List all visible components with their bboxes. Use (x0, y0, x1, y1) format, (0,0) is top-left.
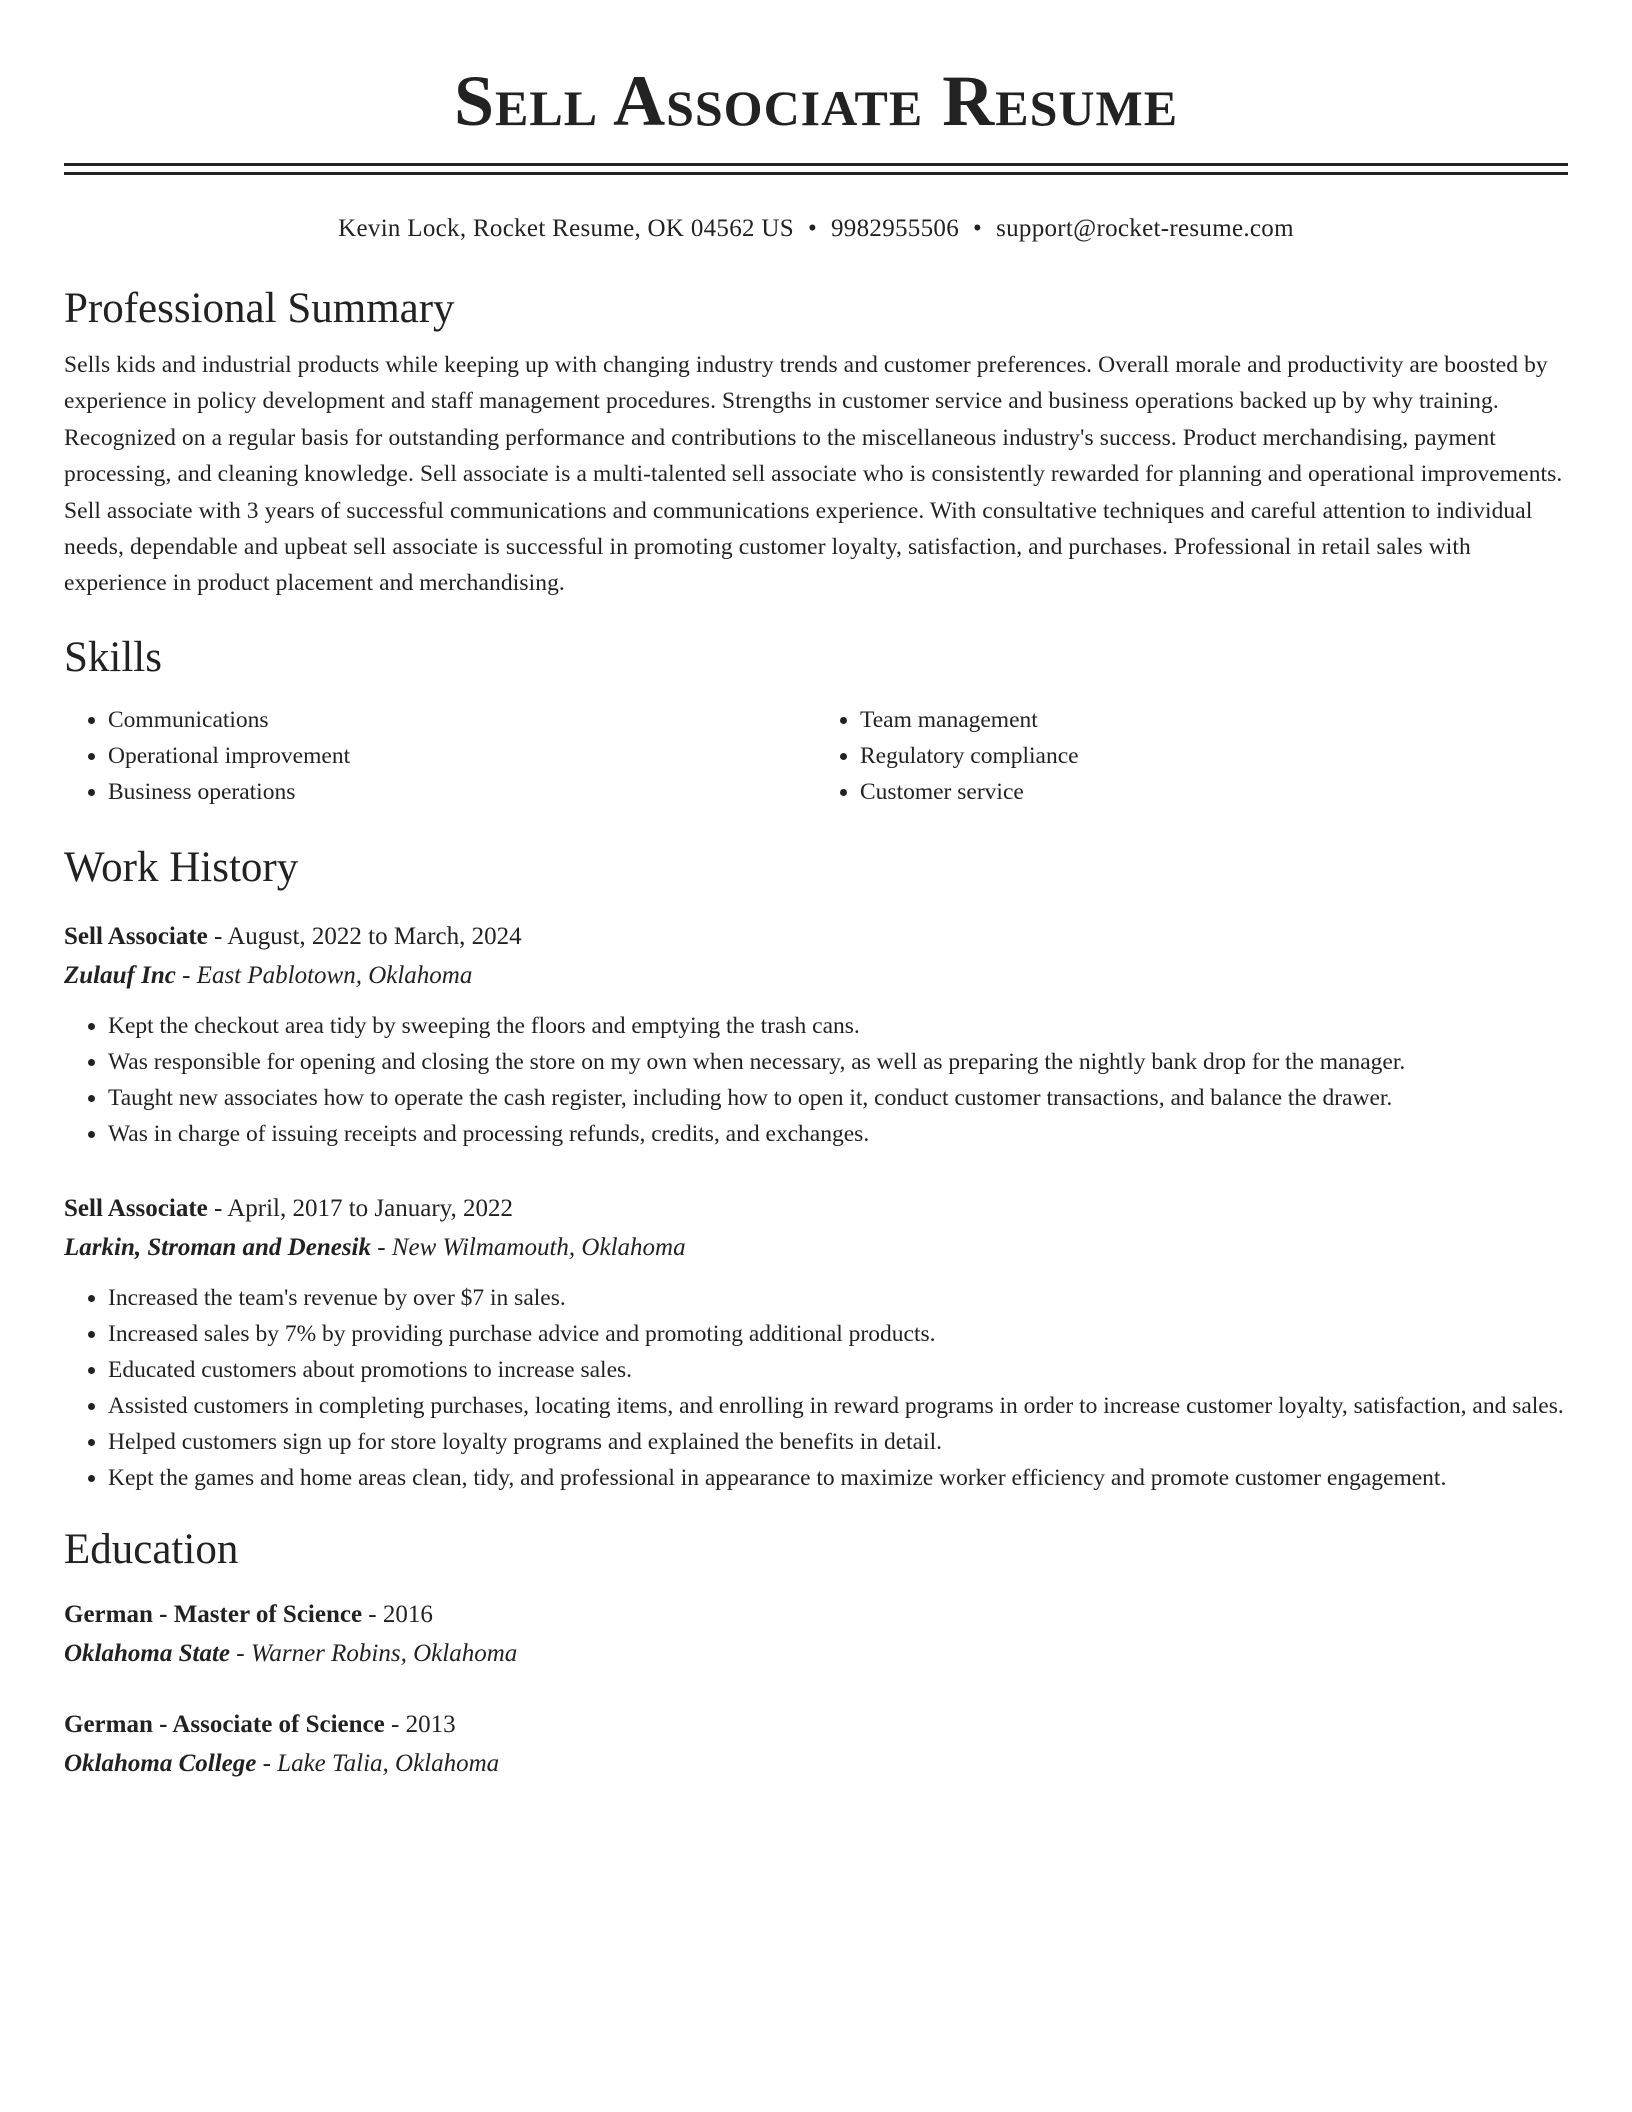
degree-year: - 2013 (384, 1710, 456, 1738)
section-heading-education: Education (64, 1525, 239, 1573)
education-entry (64, 1596, 1568, 1674)
contact-separator: • (807, 215, 817, 242)
summary-text: Sells kids and industrial products while keeping up with changing industry trends and customer preferences. Overall morale and productivity are boosted by experience in policy development and staff management procedures. Strengths in customer service and business operations backed up by why training. Recognized on a regular basis for outstanding performance and contributions to the miscellaneous industry's success. Product merchandising, payment processing, and cleaning knowledge. Sell associate is a multi-talented sell associate who is consistently rewarded for planning and operational improvements. Sell associate with 3 years of successful communications and communications experience. With consultative techniques and careful attention to individual needs, dependable and upbeat sell associate is successful in promoting customer loyalty, satisfaction, and purchases. Professional in retail sales with experience in product placement and merchandising. (64, 352, 1563, 597)
school-location: - Warner Robins, Oklahoma (230, 1639, 518, 1667)
title-divider-thick (64, 163, 1568, 166)
job-title-line (64, 918, 1568, 956)
degree-year: - 2016 (362, 1600, 433, 1628)
job-title: Sell Associate (64, 1194, 208, 1222)
job-entry (64, 1190, 1568, 1496)
job-title-line (64, 1190, 1568, 1228)
company-name: Larkin, Stroman and Denesik (64, 1233, 372, 1261)
skill-item: • Regulatory compliance (860, 738, 1568, 774)
company-name: Zulauf Inc (64, 961, 176, 989)
contact-email: support@rocket-resume.com (996, 215, 1294, 242)
skill-item: • Business operations (108, 774, 816, 810)
degree-line (64, 1596, 1568, 1634)
job-duty: • Kept the checkout area tidy by sweeping the floors and emptying the trash cans. (108, 1008, 1568, 1044)
school-location: - Lake Talia, Oklahoma (256, 1749, 500, 1777)
skill-item: • Team management (860, 702, 1568, 738)
degree-line (64, 1706, 1568, 1744)
job-duty: • Kept the games and home areas clean, tidy, and professional in appearance to maximize worker efficiency and promote customer engagement. (108, 1460, 1568, 1496)
skills-columns (64, 702, 1568, 810)
school-name: Oklahoma College (64, 1749, 257, 1777)
school-name: Oklahoma State (64, 1639, 230, 1667)
section-heading-summary: Professional Summary (64, 285, 455, 332)
job-duties-list (64, 1008, 1568, 1152)
contact-separator: • (973, 215, 983, 242)
school-line (64, 1634, 1568, 1674)
work-history-section (64, 842, 1568, 1496)
job-duties-list (64, 1280, 1568, 1496)
company-line (64, 1228, 1568, 1268)
job-entry (64, 918, 1568, 1152)
education-section (64, 1524, 1568, 1784)
job-duty: • Taught new associates how to operate the cash register, including how to open it, conduct customer transactions, and balance the drawer. (108, 1080, 1568, 1116)
job-duty: • Assisted customers in completing purchases, locating items, and enrolling in reward programs in order to increase customer loyalty, satisfaction, and sales. (108, 1388, 1568, 1424)
skills-list-left (64, 702, 816, 810)
job-dates: - August, 2022 to March, 2024 (207, 922, 522, 950)
contact-phone: 9982955506 (831, 215, 959, 242)
job-duty: • Was in charge of issuing receipts and processing refunds, credits, and exchanges. (108, 1116, 1568, 1152)
job-duty: • Increased the team's revenue by over $7 in sales. (108, 1280, 1568, 1316)
skills-section (64, 632, 1568, 810)
contact-address: Kevin Lock, Rocket Resume, OK 04562 US (338, 215, 794, 242)
degree: German - Master of Science (64, 1600, 363, 1628)
job-duty: • Helped customers sign up for store loyalty programs and explained the benefits in detail. (108, 1424, 1568, 1460)
skills-list-right (816, 702, 1568, 810)
job-dates: - April, 2017 to January, 2022 (207, 1194, 514, 1222)
skill-item: • Operational improvement (108, 738, 816, 774)
resume-title: Sell Associate Resume (453, 61, 1179, 141)
skill-item: • Communications (108, 702, 816, 738)
company-location: - East Pablotown, Oklahoma (175, 961, 473, 989)
company-location: - New Wilmamouth, Oklahoma (371, 1233, 686, 1261)
degree: German - Associate of Science (64, 1710, 385, 1738)
job-duty: • Was responsible for opening and closing the store on my own when necessary, as well as preparing the nightly bank drop for the manager. (108, 1044, 1568, 1080)
education-entry (64, 1706, 1568, 1784)
job-duty: • Educated customers about promotions to increase sales. (108, 1352, 1568, 1388)
section-heading-work: Work History (64, 843, 299, 891)
section-heading-skills: Skills (64, 633, 162, 681)
professional-summary-section (64, 283, 1568, 602)
skill-item: • Customer service (860, 774, 1568, 810)
school-line (64, 1744, 1568, 1784)
contact-line (64, 213, 1568, 245)
title-divider-thin (64, 172, 1568, 175)
company-line (64, 956, 1568, 996)
job-duty: • Increased sales by 7% by providing purchase advice and promoting additional products. (108, 1316, 1568, 1352)
job-title: Sell Associate (64, 922, 208, 950)
